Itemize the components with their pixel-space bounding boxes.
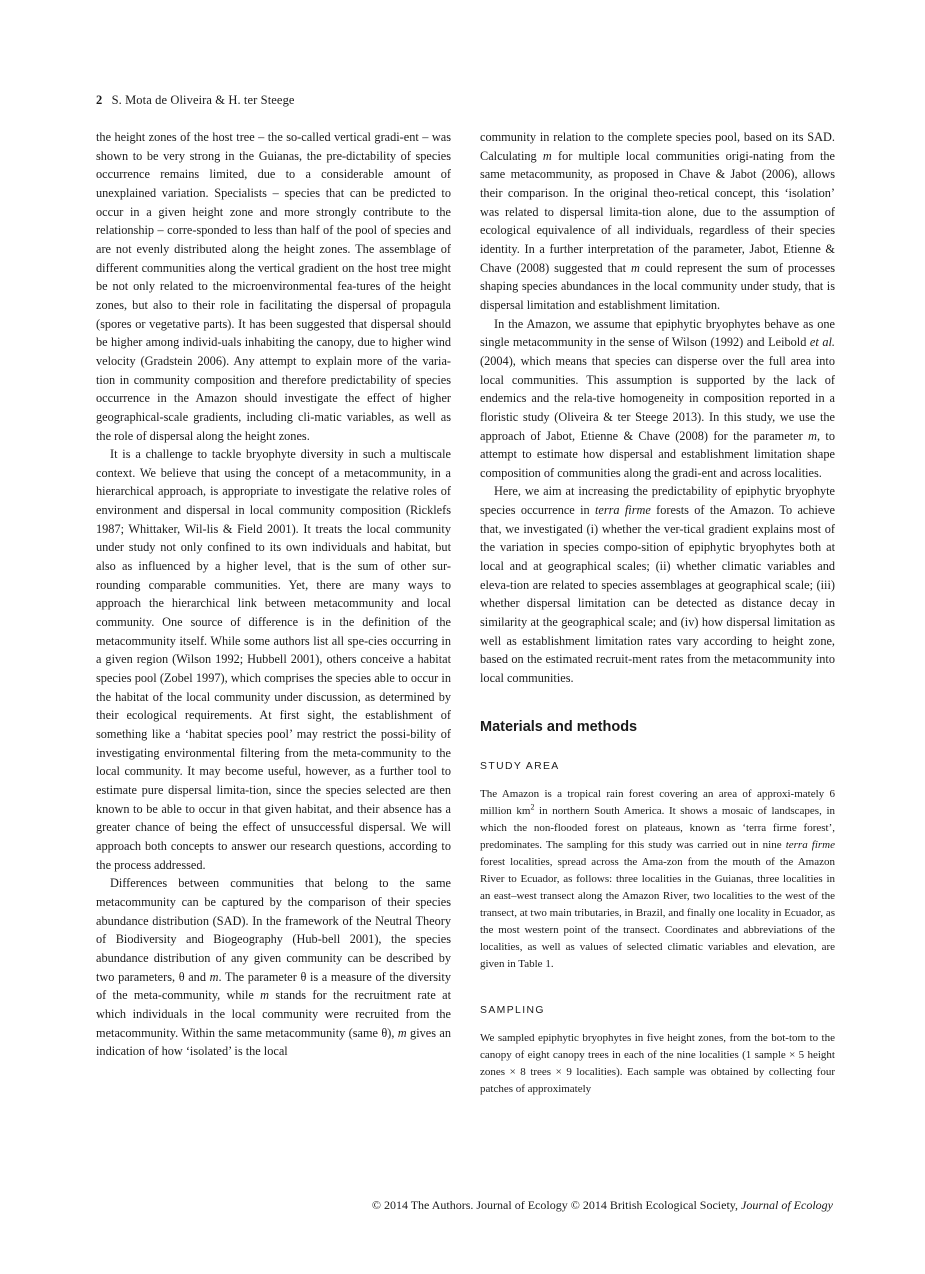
paragraph <box>480 786 835 973</box>
text-run: , to attempt to estimate how dispersal and establishment limitation shape composition of communities along the gradi-ent and across localities. <box>480 428 835 480</box>
subsection-heading: SAMPLING <box>480 1004 545 1016</box>
paragraph <box>480 128 835 315</box>
text-run: for multiple local communities origi-nating from the same metacommunity, as proposed in Chave & Jabot (2006), allows their comparison. In the original theo-retical concept, this ‘isolation’ was related to dispersal limita-tion alone, due to the assumption of ecological equivalence of all individuals, regardless of their species identity. In a further interpretation of the parameter, Jabot, Etienne & Chave (2008) suggested that <box>480 148 836 275</box>
paragraph <box>480 315 835 483</box>
text-run: in northern South America. It shows a mosaic of landscapes, in which the non-flooded forest on plateaus, known as ‘terra firme forest’, predominates. The sampling for this study was carried out in nine <box>480 804 835 851</box>
page-number: 2 <box>96 93 103 107</box>
subsection-heading: STUDY AREA <box>480 760 560 772</box>
text-run: could represent the sum of processes shaping species abundances in the local community under study, that is dispersal limitation and establishment limitation. <box>480 260 835 312</box>
paragraph: It is a challenge to tackle bryophyte diversity in such a multiscale context. We believe that using the concept of a metacommunity, in a hierarchical approach, is appropriate to investigate the relative roles of environment and dispersal in local community composition (Ricklefs 1987; Whittaker, Wil-lis & Field 2001). It treats the local community under study not only confined to its own individuals and habitat, but also as influenced by a higher level, that is the sum of other sur-rounding comparable communities. Yet, there are many ways to approach the hierarchical link between metacommunity and local community. One source of difference is in the definition of the metacommunity itself. While some authors list all spe-cies occurring in a given region (Wilson 1992; Hubbell 2001), others conceive a habitat species pool (Zobel 1997), which comprises the species able to occur in the habitat of the local community under discussion, as determined by their ecological requirements. At first sight, the establishment of something like a ‘habitat species pool’ may restrict the possi-bility of investigating environmental filtering from the meta-community to the local community. It may become useful, however, as a further tool to estimate pure dispersal limita-tion, since the species selected are then known to be able to occur in that given habitat, and their absence has a greater chance of being the effect of unsuccessful dispersal. We will approach both concepts to answer our research questions, according to the process addressed. <box>96 447 451 872</box>
right-column <box>480 128 835 1098</box>
text-run: Here, we aim at increasing the predictability of epiphytic bryophyte species occurrence in <box>480 484 835 518</box>
paragraph <box>480 482 835 687</box>
et-al: et al. <box>809 335 835 350</box>
text-run: Differences between communities that belong to the same metacommunity can be captured by the comparison of their species abundance distribution (SAD). In the framework of the Neutral Theory of Biodiversity and Biogeography (Hub-bell 2001), the species abundance distribution of any given community can be described by two parameters, θ and <box>96 876 451 984</box>
paragraph <box>96 874 451 1061</box>
journal-name: Journal of Ecology <box>741 1198 833 1212</box>
running-authors: S. Mota de Oliveira & H. ter Steege <box>111 93 295 107</box>
variable-m: m <box>397 1025 407 1040</box>
section-title: Materials and methods <box>480 718 638 735</box>
footer-text: © 2014 The Authors. Journal of Ecology © 2014 British Ecological Society, <box>371 1198 742 1212</box>
variable-m: m <box>260 988 270 1003</box>
variable-m: m <box>209 969 219 984</box>
text-run: The Amazon is a tropical rain forest covering an area of approxi-mately 6 million km <box>480 787 835 817</box>
italic-term: terra firme <box>594 503 651 518</box>
paragraph: the height zones of the host tree – the so-called vertical gradi-ent – was shown to be very strong in the Guianas, the pre-dictability of species occurrence remains limited, due to a considerable amount of unexplained variation. Specialists – species that can be predicted to occur in a given height zone and more strongly contribute to the relationship – corre-sponded to less than half of the pool of species and are not evenly distributed along the height zones. The assemblage of different communities along the vertical gradient on the host tree might be not only related to the microenvironmental fea-tures of the height zones, but also to their role in facilitating the dispersal of propagula (spores or vegetative parts). It has been suggested that dispersal should be higher among individ-uals inhabiting the canopy, due to higher wind velocity (Gradstein 2006). Any attempt to explain more of the varia-tion in community composition and therefore predictability of species occurrence in the Amazon should investigate the effect of higher geographical-scale gradients, including cli-matic variables, as well as the role of dispersal along the height zones. <box>96 130 451 443</box>
text-run: gives an indication of how ‘isolated’ is the local <box>96 1025 451 1059</box>
text-run: forest localities, spread across the Ama-zon from the mouth of the Amazon River to Ecuador, as follows: three localities in the Guianas, three localities in an east–west transect along the Amazon River, two localities to the west of the transect, at two main tributaries, in Brazil, and finally one locality in Ecuador, as the most western point of the transect. Coordinates and abbreviations of the localities, as well as values of selected climatic variables and elevation, are given in Table 1. <box>480 855 835 970</box>
variable-m: m <box>808 428 817 443</box>
copyright-footer <box>372 1198 833 1213</box>
text-run: community in relation to the complete species pool, based on its SAD. Calculating <box>480 130 835 163</box>
variable-m: m <box>631 260 640 275</box>
text-run: . The parameter θ is a measure of the diversity of the meta-community, while <box>96 969 452 1003</box>
superscript: 2 <box>530 802 535 812</box>
variable-m: m <box>542 148 552 163</box>
running-header <box>96 93 295 108</box>
text-run: forests of the Amazon. To achieve that, we investigated (i) whether the ver-tical gradient explains most of the variation in species compo-sition of epiphytic bryophytes both at local and at geographical scales; (ii) whether climatic variables and eleva-tion are related to species assemblages at geographical scale; (iii) whether dispersal limitation can be detected as distance decay in similarity at the geographical scale; and (iv) how dispersal limitation as well as establishment limitation rates vary according to height zone, based on the estimated recruit-ment rates from the metacommunity into local communities. <box>480 503 835 686</box>
text-run: In the Amazon, we assume that epiphytic bryophytes behave as one single metacommunity in the sense of Wilson (1992) and Leibold <box>480 316 835 350</box>
text-run: (2004), which means that species can disperse over the full area into local communities. This assumption is supported by the lack of endemics and the rela-tive homogeneity in composition reported in a floristic study (Oliveira & ter Steege 2013). In this study, we use the approach of Jabot, Etienne & Chave (2008) for the parameter <box>480 353 835 443</box>
paragraph: We sampled epiphytic bryophytes in five height zones, from the bot-tom to the canopy of eight canopy trees in each of the nine localities (1 sample × 5 height zones × 8 trees × 9 localities). Each sample was obtained by collecting four patches of approximately <box>480 1031 835 1095</box>
italic-term: terra firme <box>785 838 835 851</box>
left-column <box>96 128 451 1061</box>
text-run: stands for the recruitment rate at which individuals in the local community were recruited from the metacommunity. Within the same metacommunity (same θ), <box>96 988 452 1040</box>
